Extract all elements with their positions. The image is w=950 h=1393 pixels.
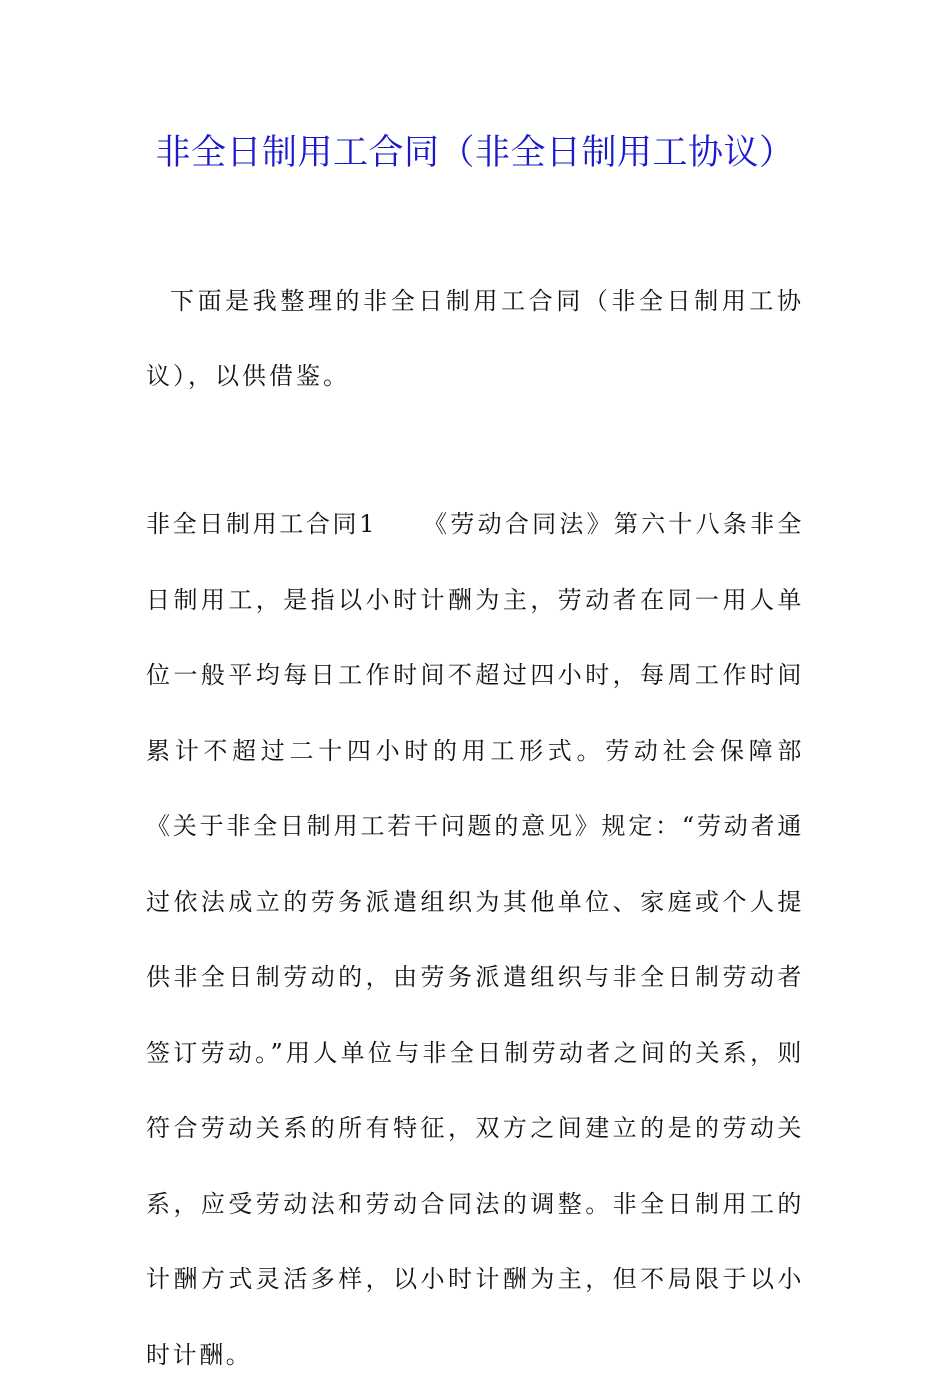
section-paragraph [146,487,804,1393]
section-body: 《劳动合同法》第六十八条非全日制用工，是指以小时计酬为主，劳动者在同一用人单位一般平均每日工作时间不超过四小时，每周工作时间累计不超过二十四小时的用工形式。劳动社会保障部《关于非全日制用工若干问题的意见》规定：“劳动者通过依法成立的劳务派遣组织为其他单位、家庭或个人提供非全日制劳动的，由劳务派遣组织与非全日制劳动者签订劳动。”用人单位与非全日制劳动者之间的关系，则符合劳动关系的所有特征，双方之间建立的是的劳动关系，应受劳动法和劳动合同法的调整。非全日制用工的计酬方式灵活多样，以小时计酬为主，但不局限于以小时计酬。 [146,510,804,1369]
document-title: 非全日制用工合同（非全日制用工协议） [155,133,795,173]
section-heading: 非全日制用工合同1 [146,510,377,538]
intro-paragraph: 下面是我整理的非全日制用工合同（非全日制用工协议），以供借鉴。 [146,287,804,390]
